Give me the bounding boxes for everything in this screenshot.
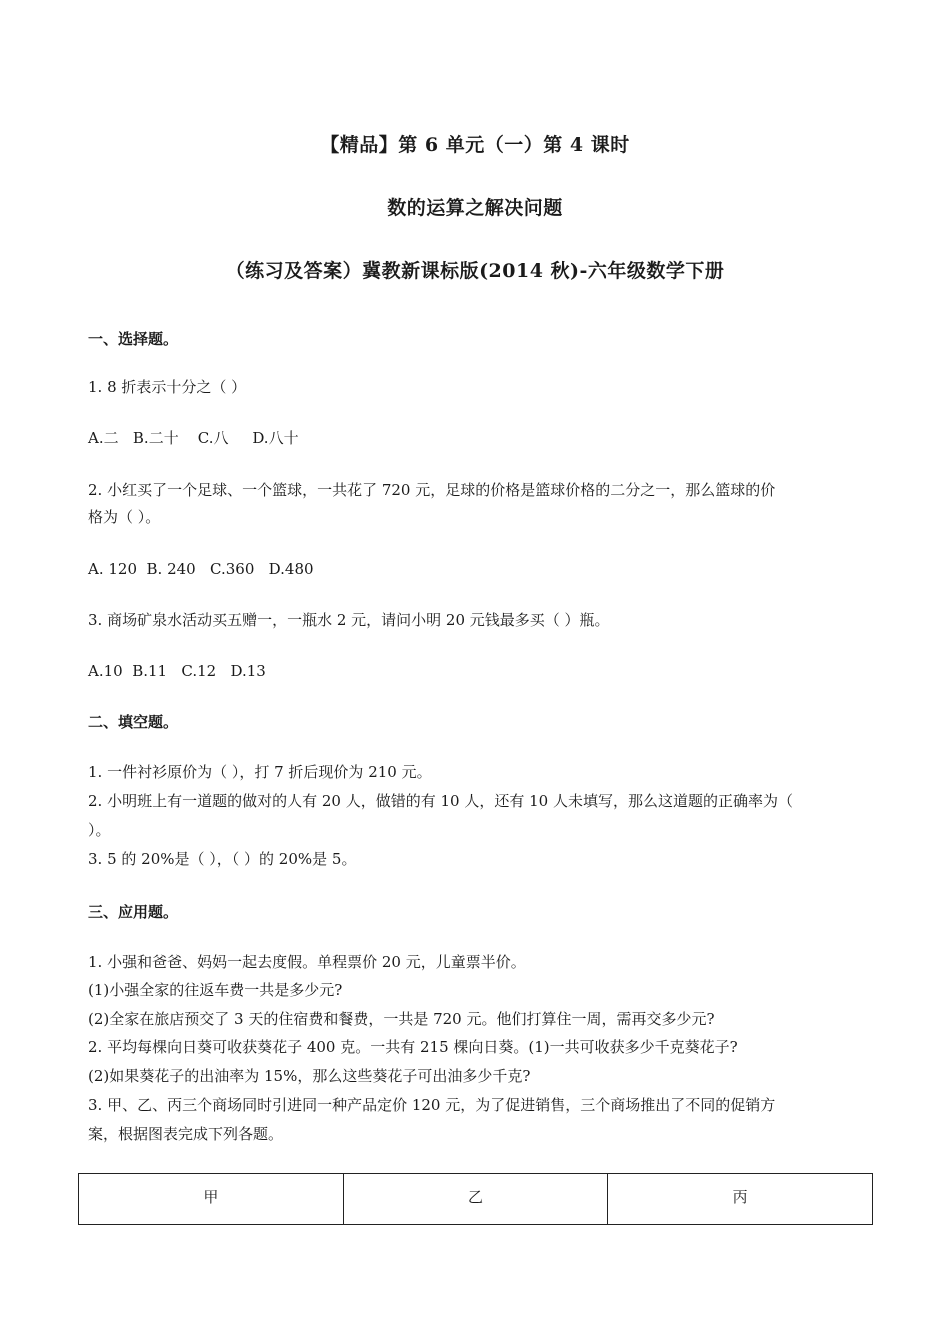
s3-question-2b: (2)如果葵花子的出油率为 15%，那么这些葵花子可出油多少千克? (88, 1067, 531, 1085)
doc-title-line3: （练习及答案）冀教新课标版(2014 秋)-六年级数学下册 (225, 260, 725, 282)
s1-question-2-line1: 2. 小红买了一个足球、一个篮球，一共花了 720 元，足球的价格是篮球价格的二分之一，那么篮球的价 (88, 481, 776, 499)
doc-title-line2: 数的运算之解决问题 (387, 197, 563, 219)
s1-question-1: 1. 8 折表示十分之（ ） (88, 378, 247, 396)
s3-question-3-line1: 3. 甲、乙、丙三个商场同时引进同一种产品定价 120 元，为了促进销售，三个商场推出了不同的促销方 (88, 1096, 776, 1114)
s2-question-3: 3. 5 的 20%是（ ），（ ）的 20%是 5。 (88, 850, 357, 868)
s2-question-2-line1: 2. 小明班上有一道题的做对的人有 20 人，做错的有 10 人，还有 10 人未填写，那么这道题的正确率为（ (88, 792, 793, 810)
s1-question-3-options: A.10 B.11 C.12 D.13 (88, 662, 266, 680)
s3-question-1: 1. 小强和爸爸、妈妈一起去度假。单程票价 20 元，儿童票半价。 (88, 953, 526, 971)
s1-question-1-options: A.二 B.二十 C.八 D.八十 (88, 429, 299, 447)
table-header-yi: 乙 (343, 1174, 608, 1225)
table-header-bing: 丙 (608, 1174, 873, 1225)
s2-question-1: 1. 一件衬衫原价为（ ），打 7 折后现价为 210 元。 (88, 763, 432, 781)
s3-question-2: 2. 平均每棵向日葵可收获葵花子 400 克。一共有 215 棵向日葵。(1)一共可收获多少千克葵花子? (88, 1038, 738, 1056)
table-row (79, 1174, 873, 1225)
section2-heading: 二、填空题。 (88, 713, 179, 731)
promotion-table (78, 1173, 873, 1225)
s3-question-3-line2: 案，根据图表完成下列各题。 (88, 1125, 284, 1143)
section3-heading: 三、应用题。 (88, 903, 179, 921)
s1-question-2-line2: 格为（ ）。 (88, 508, 161, 526)
s1-question-3: 3. 商场矿泉水活动买五赠一，一瓶水 2 元，请问小明 20 元钱最多买（ ）瓶。 (88, 611, 610, 629)
s2-question-2-line2: ）。 (88, 821, 111, 839)
table-header-jia: 甲 (79, 1174, 344, 1225)
s1-question-2-options: A. 120 B. 240 C.360 D.480 (88, 560, 314, 578)
section1-heading: 一、选择题。 (88, 330, 179, 348)
s3-question-1b: (2)全家在旅店预交了 3 天的住宿费和餐费，一共是 720 元。他们打算住一周，需再交多少元? (88, 1010, 715, 1028)
doc-title-line1: 【精品】第 6 单元（一）第 4 课时 (320, 134, 630, 156)
s3-question-1a: (1)小强全家的往返车费一共是多少元? (88, 981, 343, 999)
